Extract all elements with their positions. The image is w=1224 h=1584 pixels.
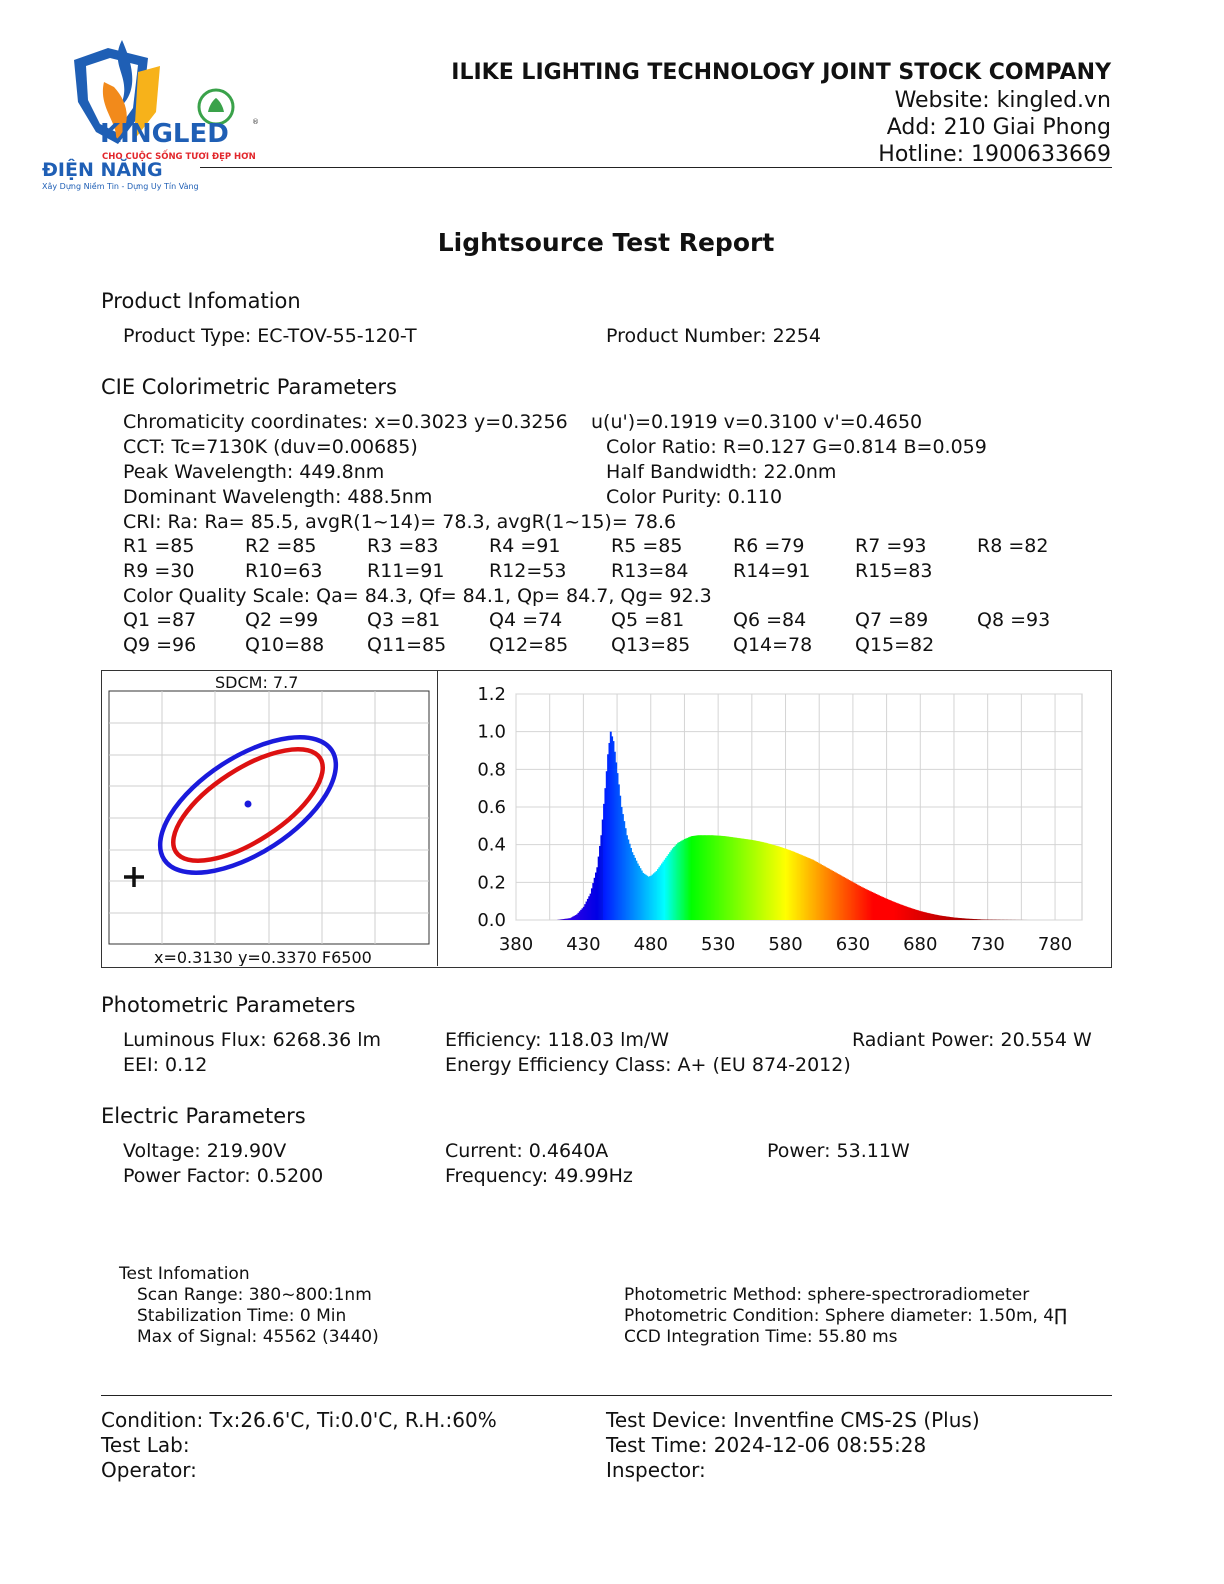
frequency: Frequency: 49.99Hz xyxy=(445,1165,633,1187)
company-logo xyxy=(38,32,268,197)
photometric-method: Photometric Method: sphere-spectroradiometer xyxy=(624,1285,1030,1305)
r-value: R7 =93 xyxy=(855,535,927,557)
test-device: Test Device: Inventfine CMS-2S (Plus) xyxy=(606,1408,980,1432)
q-value: Q11=85 xyxy=(367,634,447,656)
r-value: R15=83 xyxy=(855,560,933,582)
chromaticity-coordinates: Chromaticity coordinates: x=0.3023 y=0.3256 xyxy=(123,411,568,433)
radiant-power: Radiant Power: 20.554 W xyxy=(852,1029,1092,1051)
r-value: R3 =83 xyxy=(367,535,439,557)
report-title: Lightsource Test Report xyxy=(437,228,775,257)
uv-coordinates: u(u')=0.1919 v=0.3100 v'=0.4650 xyxy=(591,411,923,433)
r-value: R2 =85 xyxy=(245,535,317,557)
header-divider xyxy=(200,167,1112,168)
x-tick-label: 680 xyxy=(903,934,938,955)
photometric-condition: Photometric Condition: Sphere diameter: 1.50m, 4∏ xyxy=(624,1306,1067,1326)
test-time: Test Time: 2024-12-06 08:55:28 xyxy=(606,1433,927,1457)
logo-graphic xyxy=(38,32,268,197)
y-tick-label: 0.6 xyxy=(477,797,506,818)
eei-value: EEI: 0.12 xyxy=(123,1054,208,1076)
cie-heading: CIE Colorimetric Parameters xyxy=(101,375,397,399)
sdcm-label: SDCM: 7.7 xyxy=(215,673,299,692)
r-value: R6 =79 xyxy=(733,535,805,557)
r-value: R12=53 xyxy=(489,560,567,582)
tagline-text: CHO CUỘC SỐNG TƯƠI ĐẸP HƠN xyxy=(102,152,256,162)
y-tick-label: 0.8 xyxy=(477,759,506,781)
r-value: R8 =82 xyxy=(977,535,1049,557)
electric-heading: Electric Parameters xyxy=(101,1104,306,1128)
y-tick-label: 1.0 xyxy=(477,721,506,743)
brand-text: KINGLED xyxy=(100,119,229,149)
slogan-text: Xây Dựng Niềm Tin - Dựng Uy Tín Vàng xyxy=(42,182,199,191)
y-tick-label: 1.2 xyxy=(477,684,506,705)
x-tick-label: 480 xyxy=(633,934,668,955)
y-tick-label: 0.4 xyxy=(477,834,506,856)
r-value: R11=91 xyxy=(367,560,445,582)
q-value: Q6 =84 xyxy=(733,609,807,631)
r-value: R4 =91 xyxy=(489,535,561,557)
luminous-flux: Luminous Flux: 6268.36 lm xyxy=(123,1029,382,1051)
half-bandwidth: Half Bandwidth: 22.0nm xyxy=(606,461,837,483)
product-heading: Product Infomation xyxy=(101,289,301,313)
q-value: Q3 =81 xyxy=(367,609,441,631)
test-lab: Test Lab: xyxy=(101,1433,190,1457)
inspector: Inspector: xyxy=(606,1458,706,1482)
company-website: Website: kingled.vn xyxy=(894,88,1111,113)
x-tick-label: 530 xyxy=(700,934,736,955)
cqs-summary: Color Quality Scale: Qa= 84.3, Qf= 84.1, Qp= 84.7, Qg= 92.3 xyxy=(123,585,712,607)
q-value: Q7 =89 xyxy=(855,609,929,631)
dominant-wavelength: Dominant Wavelength: 488.5nm xyxy=(123,486,433,508)
r-value: R10=63 xyxy=(245,560,323,582)
scan-range: Scan Range: 380~800:1nm xyxy=(137,1285,372,1305)
q-value: Q8 =93 xyxy=(977,609,1051,631)
r-value: R9 =30 xyxy=(123,560,195,582)
test-condition: Condition: Tx:26.6'C, Ti:0.0'C, R.H.:60% xyxy=(101,1408,497,1432)
q-value: Q4 =74 xyxy=(489,609,563,631)
r-value: R14=91 xyxy=(733,560,811,582)
r-value: R5 =85 xyxy=(611,535,683,557)
company-name: ILIKE LIGHTING TECHNOLOGY JOINT STOCK COMPANY xyxy=(451,60,1111,85)
registered-mark: ® xyxy=(252,118,259,126)
x-tick-label: 580 xyxy=(768,934,803,955)
q-value: Q13=85 xyxy=(611,634,691,656)
q-value: Q2 =99 xyxy=(245,609,319,631)
q-value: Q14=78 xyxy=(733,634,813,656)
sdcm-reference: x=0.3130 y=0.3370 F6500 xyxy=(154,948,372,966)
q-value: Q15=82 xyxy=(855,634,935,656)
sdcm-panel xyxy=(102,671,437,966)
cct-value: CCT: Tc=7130K (duv=0.00685) xyxy=(123,436,418,458)
measured-point xyxy=(245,801,252,808)
cri-summary: CRI: Ra: Ra= 85.5, avgR(1~14)= 78.3, avgR(1~15)= 78.6 xyxy=(123,511,677,533)
x-tick-label: 630 xyxy=(835,934,871,955)
spectrum-chart xyxy=(438,671,1109,966)
q-value: Q1 =87 xyxy=(123,609,197,631)
energy-class: Energy Efficiency Class: A+ (EU 874-2012) xyxy=(445,1054,851,1076)
x-tick-label: 430 xyxy=(566,934,601,955)
x-tick-label: 380 xyxy=(498,934,534,955)
y-tick-label: 0.0 xyxy=(477,910,506,931)
current: Current: 0.4640A xyxy=(445,1140,609,1162)
efficiency: Efficiency: 118.03 lm/W xyxy=(445,1029,670,1051)
q-value: Q5 =81 xyxy=(611,609,685,631)
color-purity: Color Purity: 0.110 xyxy=(606,486,783,508)
photometric-heading: Photometric Parameters xyxy=(101,993,356,1017)
r-value: R13=84 xyxy=(611,560,689,582)
footer-divider xyxy=(101,1395,1112,1396)
product-number: Product Number: 2254 xyxy=(606,325,821,347)
max-signal: Max of Signal: 45562 (3440) xyxy=(137,1327,379,1347)
x-tick-label: 780 xyxy=(1037,934,1073,955)
operator: Operator: xyxy=(101,1458,197,1482)
q-value: Q10=88 xyxy=(245,634,325,656)
voltage: Voltage: 219.90V xyxy=(123,1140,287,1162)
company-text: ĐIỆN NĂNG xyxy=(42,159,163,181)
r-value: R1 =85 xyxy=(123,535,195,557)
company-hotline: Hotline: 1900633669 xyxy=(878,142,1111,167)
q-value: Q12=85 xyxy=(489,634,569,656)
y-tick-label: 0.2 xyxy=(477,872,506,894)
product-type: Product Type: EC-TOV-55-120-T xyxy=(123,325,417,347)
ccd-integration-time: CCD Integration Time: 55.80 ms xyxy=(624,1327,898,1347)
test-info-heading: Test Infomation xyxy=(119,1264,250,1284)
q-value: Q9 =96 xyxy=(123,634,197,656)
stabilization-time: Stabilization Time: 0 Min xyxy=(137,1306,347,1326)
x-tick-label: 730 xyxy=(970,934,1005,955)
power-factor: Power Factor: 0.5200 xyxy=(123,1165,324,1187)
power: Power: 53.11W xyxy=(767,1140,910,1162)
peak-wavelength: Peak Wavelength: 449.8nm xyxy=(123,461,385,483)
company-address: Add: 210 Giai Phong xyxy=(886,115,1111,140)
color-ratio: Color Ratio: R=0.127 G=0.814 B=0.059 xyxy=(606,436,987,458)
